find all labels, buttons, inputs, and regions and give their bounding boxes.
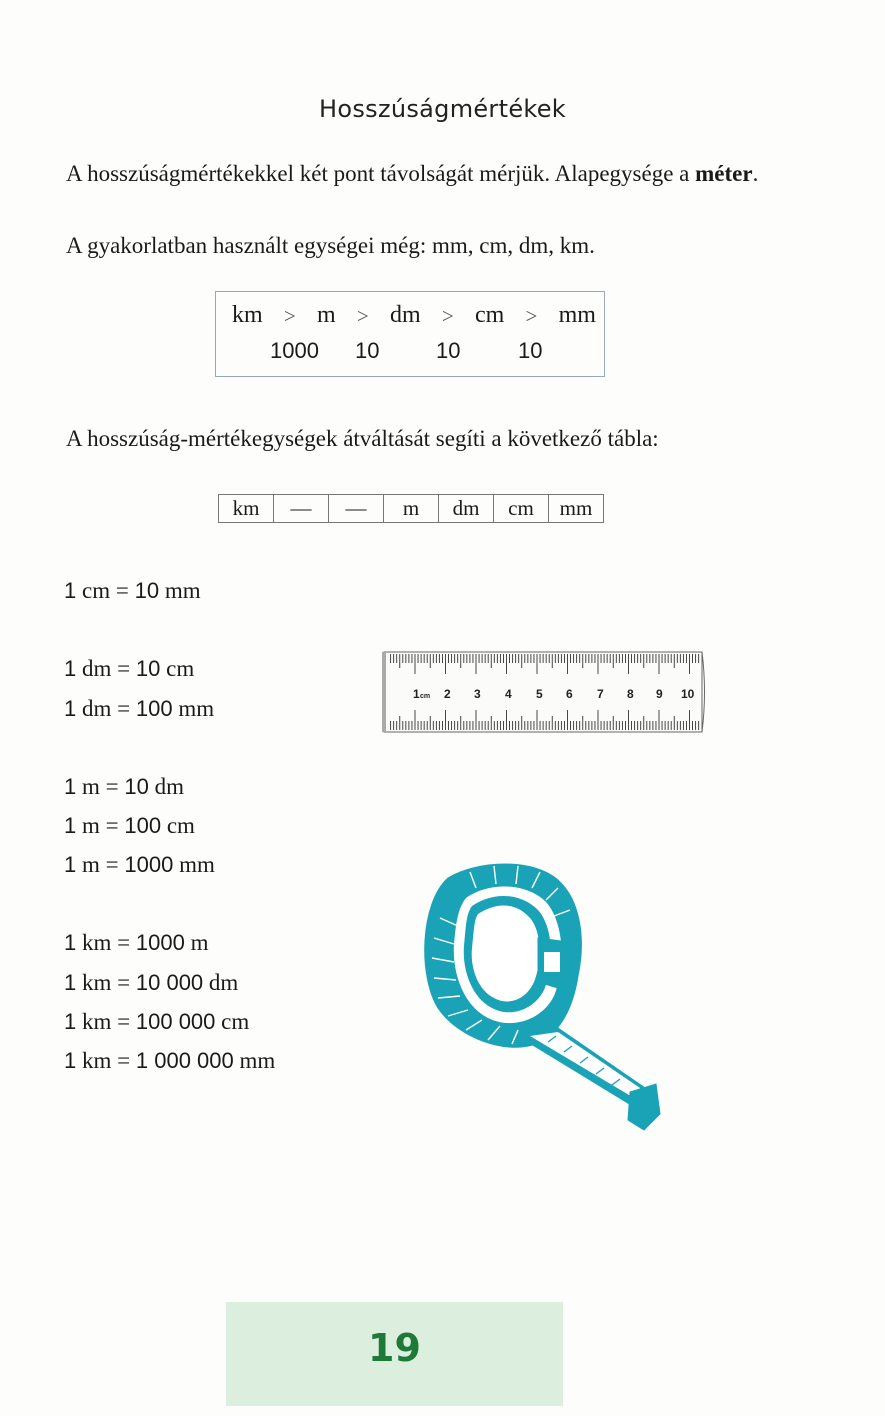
relation-factor: 10 (355, 338, 380, 363)
relation-unit: mm (558, 302, 596, 328)
conversion-cell: — (274, 495, 329, 522)
relation-units-row (232, 302, 596, 329)
relation-operator: > (525, 304, 538, 328)
equation: 1 cm = 10 mm (64, 578, 201, 603)
equation: 1 m = 1000 mm (64, 852, 215, 877)
ruler-label: 5 (536, 687, 543, 701)
equation: 1 dm = 10 cm (64, 656, 195, 681)
equation: 1 km = 10 000 dm (64, 970, 239, 995)
intro-paragraph (66, 158, 816, 189)
relation-operator: > (441, 304, 454, 328)
unit-relation-box (215, 291, 605, 377)
tape-measure-illustration (408, 858, 673, 1133)
equation: 1 km = 1000 m (64, 930, 209, 955)
relation-operator: > (356, 304, 369, 328)
ruler-label: 1 (413, 687, 420, 701)
intro-text-before: A hosszúságmértékekkel két pont távolságát mérjük. Alapegysége a (66, 161, 696, 186)
relation-factor: 1000 (270, 338, 319, 363)
relation-unit: km (232, 302, 263, 328)
conversion-cell: — (329, 495, 384, 522)
relation-factor: 10 (436, 338, 461, 363)
ruler-label: 7 (597, 687, 604, 701)
relation-unit: m (316, 302, 336, 328)
relation-factor: 10 (518, 338, 543, 363)
conversion-cell: cm (494, 495, 549, 522)
ruler-label: 2 (444, 687, 451, 701)
equation: 1 km = 100 000 cm (64, 1009, 250, 1034)
ruler-illustration (381, 646, 707, 736)
page-title: Hosszúságmértékek (319, 95, 566, 123)
ruler-label: 6 (566, 687, 573, 701)
equation: 1 m = 100 cm (64, 813, 195, 838)
ruler-label: 9 (656, 687, 663, 701)
relation-unit: dm (389, 302, 421, 328)
practice-units-paragraph: A gyakorlatban használt egységei még: mm, cm, dm, km. (66, 233, 595, 258)
relation-unit: cm (474, 302, 505, 328)
relation-operator: > (283, 304, 296, 328)
conversion-intro-paragraph: A hosszúság-mértékegységek átváltását segíti a következő tábla: (66, 426, 659, 451)
page-number: 19 (368, 1326, 421, 1370)
intro-text-after: . (752, 161, 759, 186)
conversion-cell: m (384, 495, 439, 522)
conversion-cell: mm (549, 495, 604, 522)
conversion-table (218, 494, 604, 523)
conversion-cell: dm (439, 495, 494, 522)
intro-bold-unit: méter (695, 161, 753, 186)
ruler-unit-label: cm (420, 693, 431, 700)
ruler-label: 8 (627, 687, 634, 701)
ruler-label: 10 (681, 687, 695, 701)
ruler-label: 3 (474, 687, 481, 701)
conversion-cell: km (219, 495, 274, 522)
equation: 1 dm = 100 mm (64, 696, 215, 721)
equation: 1 km = 1 000 000 mm (64, 1048, 276, 1073)
equation: 1 m = 10 dm (64, 774, 184, 799)
ruler-label: 4 (505, 687, 512, 701)
page-number-band (226, 1302, 563, 1406)
